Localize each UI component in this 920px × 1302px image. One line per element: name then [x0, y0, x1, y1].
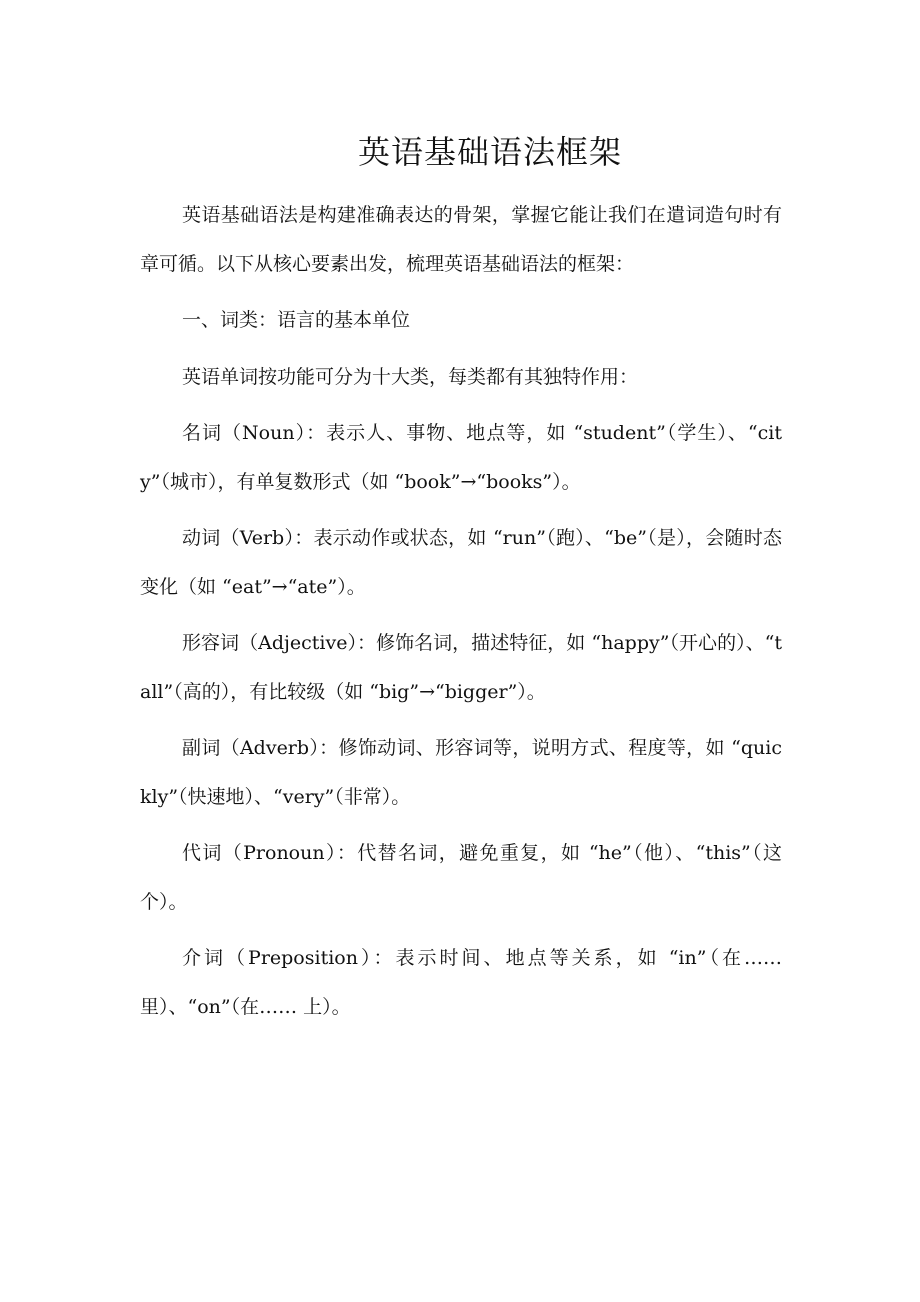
adverb-paragraph: 副词（Adverb）：修饰动词、形容词等，说明方式、程度等，如 “quickly”（快速地）、“very”（非常）。	[140, 737, 782, 808]
section-heading-word-classes: 一、词类：语言的基本单位	[182, 309, 411, 331]
adjective-paragraph: 形容词（Adjective）：修饰名词，描述特征，如 “happy”（开心的）、“tall”（高的），有比较级（如 “big”→“bigger”）。	[140, 632, 782, 703]
document-title: 英语基础语法框架	[357, 133, 622, 171]
verb-paragraph: 动词（Verb）：表示动作或状态，如 “run”（跑）、“be”（是），会随时态变化（如 “eat”→“ate”）。	[140, 527, 782, 598]
document-body	[140, 191, 782, 1039]
word-classes-intro-paragraph: 英语单词按功能可分为十大类，每类都有其独特作用：	[182, 365, 639, 388]
pronoun-paragraph: 代词（Pronoun）：代替名词，避免重复，如 “he”（他）、“this”（这个）。	[140, 842, 782, 913]
noun-paragraph: 名词（Noun）：表示人、事物、地点等，如 “student”（学生）、“city”（城市），有单复数形式（如 “book”→“books”）。	[140, 422, 782, 493]
preposition-paragraph: 介词（Preposition）：表示时间、地点等关系，如 “in”（在…… 里）、“on”（在…… 上）。	[140, 947, 782, 1018]
intro-paragraph: 英语基础语法是构建准确表达的骨架，掌握它能让我们在遣词造句时有章可循。以下从核心要素出发，梳理英语基础语法的框架：	[140, 204, 782, 275]
